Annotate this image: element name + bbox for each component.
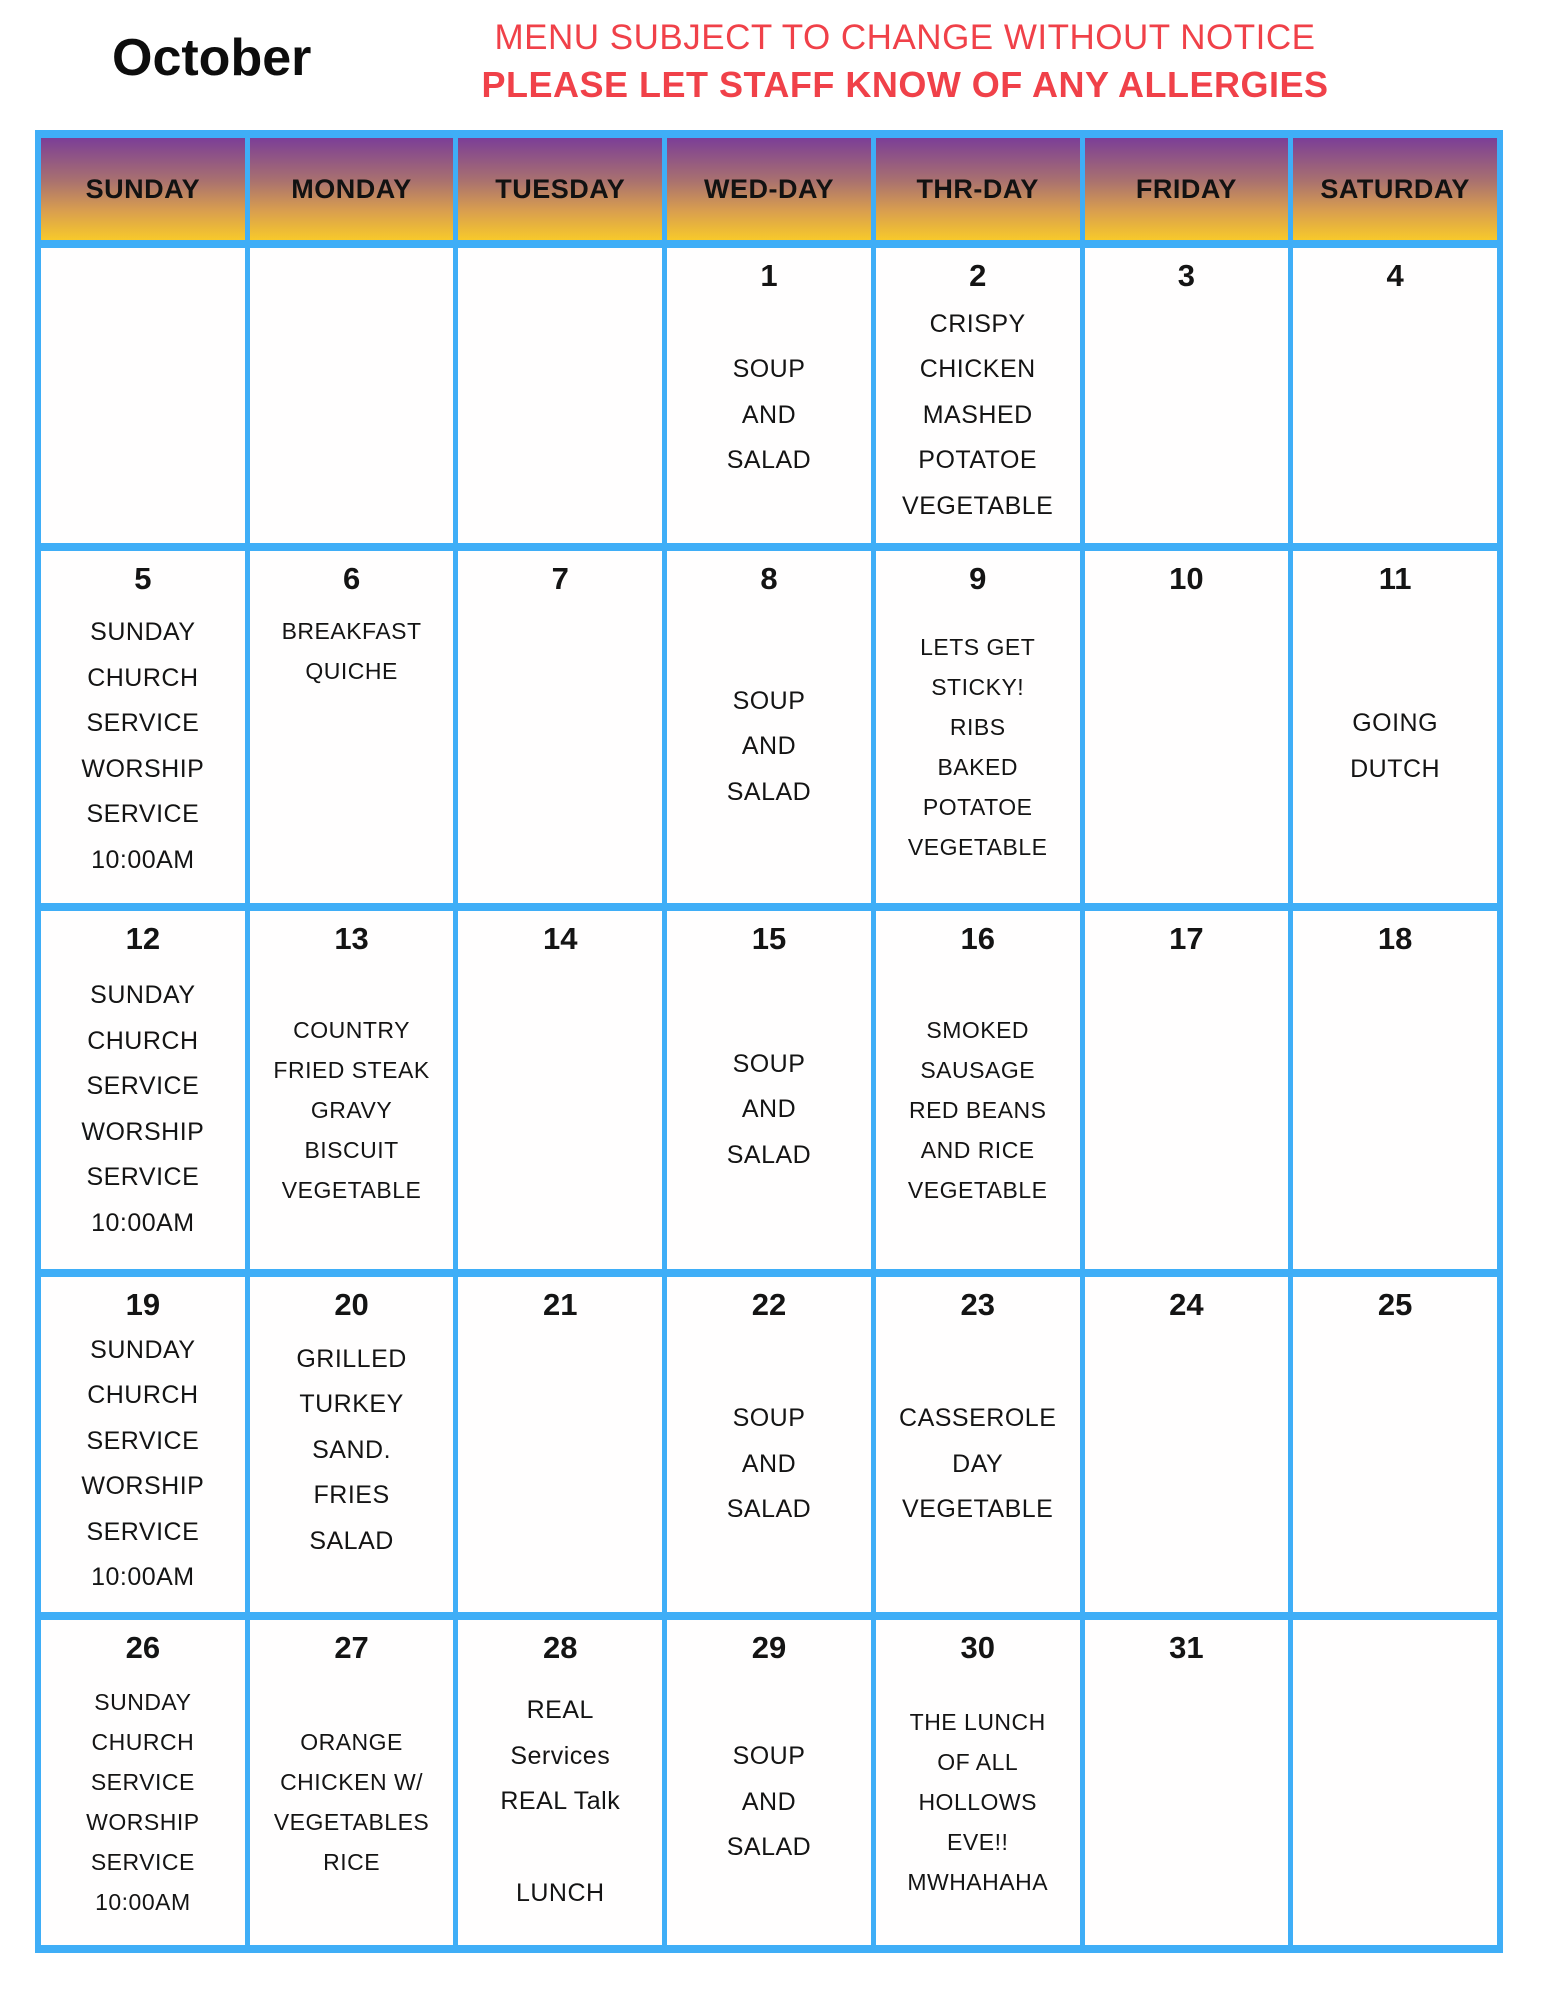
day-cell-26 xyxy=(41,1620,245,1945)
menu-text xyxy=(41,1666,245,1945)
menu-line: SERVICE xyxy=(90,1769,195,1796)
day-number: 4 xyxy=(1386,258,1404,293)
menu-line: MASHED xyxy=(922,400,1033,429)
menu-line: THE LUNCH xyxy=(909,1709,1046,1736)
menu-line: 10:00AM xyxy=(91,845,195,874)
day-cell-18 xyxy=(1293,911,1497,1269)
day-number: 25 xyxy=(1377,1287,1413,1322)
menu-line: BREAKFAST xyxy=(281,617,422,644)
menu-line: WORSHIP xyxy=(86,1809,200,1836)
day-cell-17 xyxy=(1085,911,1289,1269)
day-number: 11 xyxy=(1378,561,1412,596)
day-cell-11 xyxy=(1293,551,1497,903)
menu-text xyxy=(41,597,245,903)
menu-text xyxy=(1085,1323,1289,1612)
menu-line: SERVICE xyxy=(86,1426,200,1455)
menu-line: FRIED STEAK xyxy=(273,1056,430,1083)
day-cell-12 xyxy=(41,911,245,1269)
menu-line: LETS GET xyxy=(920,633,1036,660)
menu-line: SERVICE xyxy=(86,800,200,829)
allergy-notice: PLEASE LET STAFF KNOW OF ANY ALLERGIES xyxy=(481,64,1329,105)
menu-line: AND xyxy=(741,732,797,761)
day-number: 30 xyxy=(960,1630,995,1665)
day-number: 10 xyxy=(1169,561,1204,596)
notice-block xyxy=(395,18,1415,106)
day-number: 15 xyxy=(751,921,787,956)
day-cell-15 xyxy=(667,911,871,1269)
menu-line: SOUP xyxy=(732,1049,806,1078)
day-number: 13 xyxy=(334,921,369,956)
day-cell-27 xyxy=(250,1620,454,1945)
day-cell-1 xyxy=(667,248,871,543)
day-number: 8 xyxy=(760,561,778,596)
menu-text xyxy=(41,1323,245,1612)
day-cell-6 xyxy=(250,551,454,903)
menu-text xyxy=(250,1666,454,1945)
day-number: 24 xyxy=(1169,1287,1204,1322)
menu-text xyxy=(458,957,662,1269)
page-header xyxy=(0,0,1545,130)
day-cell-29 xyxy=(667,1620,871,1945)
menu-text xyxy=(667,1323,871,1612)
day-cell-empty xyxy=(250,248,454,543)
menu-line: SUNDAY xyxy=(90,618,196,647)
menu-line: GRILLED xyxy=(296,1344,407,1373)
menu-text xyxy=(250,248,454,543)
menu-line: HOLLOWS xyxy=(918,1789,1037,1816)
day-number: 28 xyxy=(543,1630,578,1665)
menu-line: SALAD xyxy=(726,1495,812,1524)
day-header-sunday xyxy=(41,138,245,240)
day-cell-20 xyxy=(250,1277,454,1612)
menu-line: DUTCH xyxy=(1350,754,1441,783)
menu-text xyxy=(1293,597,1497,903)
menu-text xyxy=(1085,957,1289,1269)
menu-line: AND xyxy=(741,1095,797,1124)
day-number: 3 xyxy=(1177,258,1196,293)
menu-text xyxy=(667,294,871,543)
menu-text xyxy=(1085,1666,1289,1945)
day-header-wed-day xyxy=(667,138,871,240)
menu-text xyxy=(250,597,454,903)
menu-line: Services xyxy=(510,1741,611,1770)
day-cell-empty xyxy=(458,248,662,543)
menu-line: POTATOE xyxy=(918,446,1038,475)
day-cell-13 xyxy=(250,911,454,1269)
menu-change-notice: MENU SUBJECT TO CHANGE WITHOUT NOTICE xyxy=(494,18,1316,57)
day-cell-14 xyxy=(458,911,662,1269)
day-header-label: SATURDAY xyxy=(1320,173,1470,204)
menu-line: MWHAHAHA xyxy=(907,1869,1049,1896)
menu-line: TURKEY xyxy=(299,1390,404,1419)
menu-line: SUNDAY xyxy=(94,1689,192,1716)
menu-line: BAKED xyxy=(937,753,1018,780)
day-number: 7 xyxy=(551,561,569,596)
day-cell-31 xyxy=(1085,1620,1289,1945)
day-cell-empty xyxy=(41,248,245,543)
menu-line: WORSHIP xyxy=(81,754,205,783)
menu-line: AND RICE xyxy=(920,1136,1035,1163)
day-number: 6 xyxy=(342,561,361,596)
menu-line: SERVICE xyxy=(90,1849,195,1876)
menu-line: SERVICE xyxy=(86,709,200,738)
menu-line: SMOKED xyxy=(926,1016,1030,1043)
menu-line: ORANGE xyxy=(300,1729,403,1756)
menu-line: SALAD xyxy=(309,1526,394,1555)
menu-line: VEGETABLE xyxy=(281,1176,422,1203)
day-number: 16 xyxy=(960,921,995,956)
day-number: 14 xyxy=(543,921,578,956)
menu-line: SALAD xyxy=(726,446,812,475)
day-cell-22 xyxy=(667,1277,871,1612)
menu-line: AND xyxy=(741,1787,797,1816)
menu-line: REAL Talk xyxy=(500,1787,621,1816)
menu-line: GRAVY xyxy=(310,1096,393,1123)
day-header-label: FRIDAY xyxy=(1135,173,1237,204)
day-header-monday xyxy=(250,138,454,240)
menu-text xyxy=(1293,1323,1497,1612)
menu-line: GOING xyxy=(1352,709,1439,738)
menu-text xyxy=(1085,597,1289,903)
menu-line: DAY xyxy=(952,1449,1004,1478)
day-number: 17 xyxy=(1169,921,1204,956)
menu-line: OF ALL xyxy=(937,1749,1019,1776)
day-header-label: SUNDAY xyxy=(85,173,201,204)
calendar-grid xyxy=(35,130,1503,1953)
day-header-label: THR-DAY xyxy=(916,173,1039,204)
menu-line: RED BEANS xyxy=(908,1096,1047,1123)
menu-line: SERVICE xyxy=(86,1517,200,1546)
menu-text xyxy=(667,597,871,903)
menu-text xyxy=(667,957,871,1269)
menu-line: SUNDAY xyxy=(90,981,196,1010)
menu-line: VEGETABLE xyxy=(902,491,1054,520)
menu-line: WORSHIP xyxy=(81,1117,205,1146)
menu-line: AND xyxy=(741,1449,797,1478)
menu-text xyxy=(876,294,1080,543)
menu-line: CHURCH xyxy=(87,1026,199,1055)
day-number: 19 xyxy=(125,1287,161,1322)
menu-text xyxy=(876,1323,1080,1612)
menu-line: CHURCH xyxy=(87,1381,199,1410)
menu-line: SOUP xyxy=(732,1404,806,1433)
menu-line: SALAD xyxy=(726,1140,812,1169)
menu-line: SERVICE xyxy=(86,1163,200,1192)
day-cell-10 xyxy=(1085,551,1289,903)
day-cell-24 xyxy=(1085,1277,1289,1612)
menu-line: CASSEROLE xyxy=(899,1404,1057,1433)
menu-line: AND xyxy=(741,400,797,429)
menu-text xyxy=(250,1323,454,1612)
day-cell-19 xyxy=(41,1277,245,1612)
menu-line: VEGETABLE xyxy=(907,1176,1048,1203)
menu-text xyxy=(41,957,245,1269)
day-cell-30 xyxy=(876,1620,1080,1945)
menu-line: SOUP xyxy=(732,686,806,715)
menu-line: SAND. xyxy=(312,1435,392,1464)
menu-text xyxy=(458,248,662,543)
day-header-saturday xyxy=(1293,138,1497,240)
day-number: 18 xyxy=(1377,921,1413,956)
menu-line: VEGETABLE xyxy=(907,833,1048,860)
menu-text xyxy=(250,957,454,1269)
menu-line: REAL xyxy=(526,1696,594,1725)
menu-line: SERVICE xyxy=(86,1072,200,1101)
menu-text xyxy=(1293,957,1497,1269)
menu-line: POTATOE xyxy=(922,793,1033,820)
menu-line: QUICHE xyxy=(305,657,398,684)
menu-line: SOUP xyxy=(732,355,806,384)
day-number: 2 xyxy=(969,258,987,293)
menu-line: RICE xyxy=(323,1849,381,1876)
menu-line: 10:00AM xyxy=(91,1208,195,1237)
menu-text xyxy=(458,597,662,903)
menu-text xyxy=(41,248,245,543)
day-number: 12 xyxy=(125,921,161,956)
menu-text xyxy=(1293,294,1497,543)
menu-line: SAUSAGE xyxy=(920,1056,1036,1083)
menu-line: CHURCH xyxy=(91,1729,195,1756)
menu-line: STICKY! xyxy=(931,673,1025,700)
menu-line: VEGETABLE xyxy=(902,1495,1054,1524)
menu-line: SUNDAY xyxy=(90,1335,196,1364)
day-number: 27 xyxy=(334,1630,369,1665)
day-header-tuesday xyxy=(458,138,662,240)
menu-text xyxy=(876,957,1080,1269)
day-cell-3 xyxy=(1085,248,1289,543)
menu-line: 10:00AM xyxy=(95,1889,191,1916)
menu-line: EVE!! xyxy=(947,1829,1009,1856)
day-number: 22 xyxy=(751,1287,787,1322)
menu-line: VEGETABLES xyxy=(273,1809,430,1836)
menu-text xyxy=(667,1666,871,1945)
day-number: 1 xyxy=(760,258,778,293)
day-cell-23 xyxy=(876,1277,1080,1612)
day-cell-empty xyxy=(1293,1620,1497,1945)
day-header-label: WED-DAY xyxy=(703,173,834,204)
menu-line: FRIES xyxy=(313,1481,390,1510)
menu-text xyxy=(1085,294,1289,543)
day-cell-5 xyxy=(41,551,245,903)
day-cell-7 xyxy=(458,551,662,903)
menu-line: WORSHIP xyxy=(81,1472,205,1501)
day-cell-25 xyxy=(1293,1277,1497,1612)
menu-line: 10:00AM xyxy=(91,1563,195,1592)
day-cell-9 xyxy=(876,551,1080,903)
menu-text xyxy=(1293,1620,1497,1945)
menu-line: SALAD xyxy=(726,777,812,806)
day-header-label: TUESDAY xyxy=(495,173,626,204)
month-title: October xyxy=(112,29,312,87)
day-number: 5 xyxy=(134,561,152,596)
day-number: 23 xyxy=(960,1287,995,1322)
menu-line: CHICKEN xyxy=(919,355,1036,384)
day-header-label: MONDAY xyxy=(291,173,412,204)
day-number: 20 xyxy=(334,1287,369,1322)
menu-line: COUNTRY xyxy=(293,1016,410,1043)
day-cell-8 xyxy=(667,551,871,903)
menu-text xyxy=(876,1666,1080,1945)
menu-line: SALAD xyxy=(726,1833,812,1862)
menu-line: LUNCH xyxy=(515,1878,605,1907)
day-cell-2 xyxy=(876,248,1080,543)
day-number: 29 xyxy=(751,1630,787,1665)
menu-line: CHURCH xyxy=(87,663,199,692)
menu-line: RIBS xyxy=(949,713,1006,740)
menu-line: CRISPY xyxy=(929,309,1026,338)
menu-line: BISCUIT xyxy=(304,1136,399,1163)
day-number: 31 xyxy=(1169,1630,1204,1665)
day-cell-4 xyxy=(1293,248,1497,543)
day-header-thr-day xyxy=(876,138,1080,240)
day-cell-16 xyxy=(876,911,1080,1269)
day-header-friday xyxy=(1085,138,1289,240)
menu-text xyxy=(876,597,1080,903)
day-cell-28 xyxy=(458,1620,662,1945)
day-number: 9 xyxy=(969,561,987,596)
day-number: 21 xyxy=(543,1287,578,1322)
menu-line: SOUP xyxy=(732,1742,806,1771)
menu-line: CHICKEN W/ xyxy=(280,1769,424,1796)
day-number: 26 xyxy=(125,1630,161,1665)
menu-text xyxy=(458,1323,662,1612)
day-cell-21 xyxy=(458,1277,662,1612)
menu-text xyxy=(458,1666,662,1945)
